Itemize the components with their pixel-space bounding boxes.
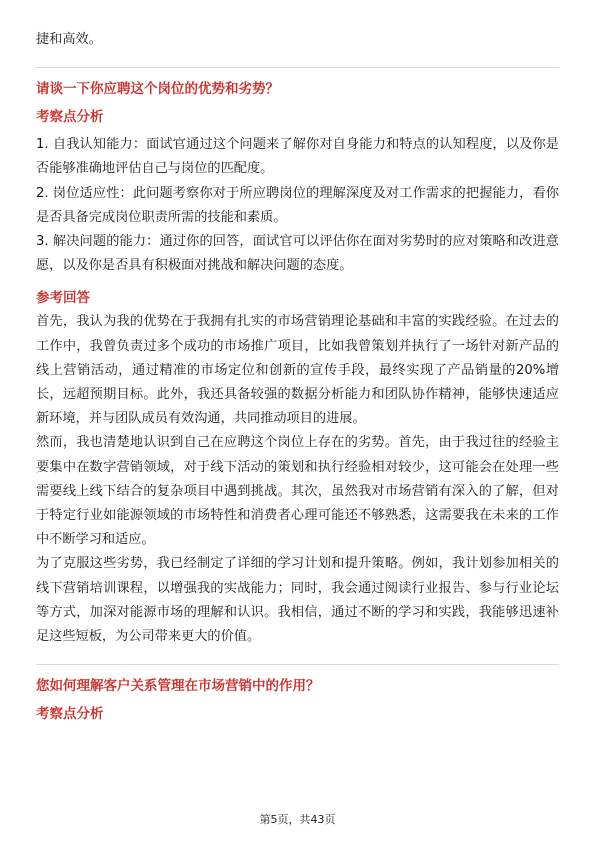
analysis-item: 2. 岗位适应性：此问题考察你对于所应聘岗位的理解深度及对工作需求的把握能力，看你是否具备完成岗位职责所需的技能和素质。: [36, 185, 559, 225]
answer-paragraph: 为了克服这些劣势，我已经制定了详细的学习计划和提升策略。例如，我计划参加相关的线下营销培训课程，以增强我的实战能力；同时，我会通过阅读行业报告、参与行业论坛等方式，加深对能源市场的理解和认识。我相信，通过不断的学习和实践，我能够迅速补足这些短板，为公司带来更大的价值。: [36, 556, 559, 645]
section-crm: [36, 674, 559, 726]
analysis-heading: 考察点分析: [36, 706, 104, 723]
intro-tail-text: 捷和高效。: [36, 32, 102, 47]
answer-paragraph: 然而，我也清楚地认识到自己在应聘这个岗位上存在的劣势。首先，由于我过往的经验主要集中在数字营销领域，对于线下活动的策划和执行经验相对较少，这可能会在处理一些需要线上线下结合的复杂项目中遇到挑战。其次，虽然我对市场营销有深入的了解，但对于特定行业如能源领域的市场特性和消费者心理可能还不够熟悉，这需要我在未来的工作中不断学习和适应。: [36, 435, 559, 548]
question-title: 您如何理解客户关系管理在市场营销中的作用？: [36, 678, 320, 695]
analysis-heading: 考察点分析: [36, 109, 104, 126]
analysis-item: 3. 解决问题的能力：通过你的回答，面试官可以评估你在面对劣势时的应对策略和改进意愿，以及你是否具有积极面对挑战和解决问题的态度。: [36, 234, 559, 274]
question-title: 请谈一下你应聘这个岗位的优势和劣势？: [36, 81, 279, 98]
section-strengths-weaknesses: [36, 77, 559, 649]
section-divider: [36, 664, 559, 665]
analysis-item: 1. 自我认知能力：面试官通过这个问题来了解你对自身能力和特点的认知程度，以及你是否能够准确地评估自己与岗位的匹配度。: [36, 137, 559, 177]
page-number-footer: 第5页，共43页: [259, 813, 336, 826]
section-divider: [36, 67, 559, 68]
document-page: [36, 28, 559, 726]
answer-paragraph: 首先，我认为我的优势在于我拥有扎实的市场营销理论基础和丰富的实践经验。在过去的工作中，我曾负责过多个成功的市场推广项目，比如我曾策划并执行了一场针对新产品的线上营销活动，通过精准的市场定位和创新的宣传手段，最终实现了产品销量的20%增长，远超预期目标。此外，我还具备较强的数据分析能力和团队协作精神，能够快速适应新环境，并与团队成员有效沟通，共同推动项目的进展。: [36, 314, 559, 427]
answer-heading: 参考回答: [36, 290, 90, 307]
